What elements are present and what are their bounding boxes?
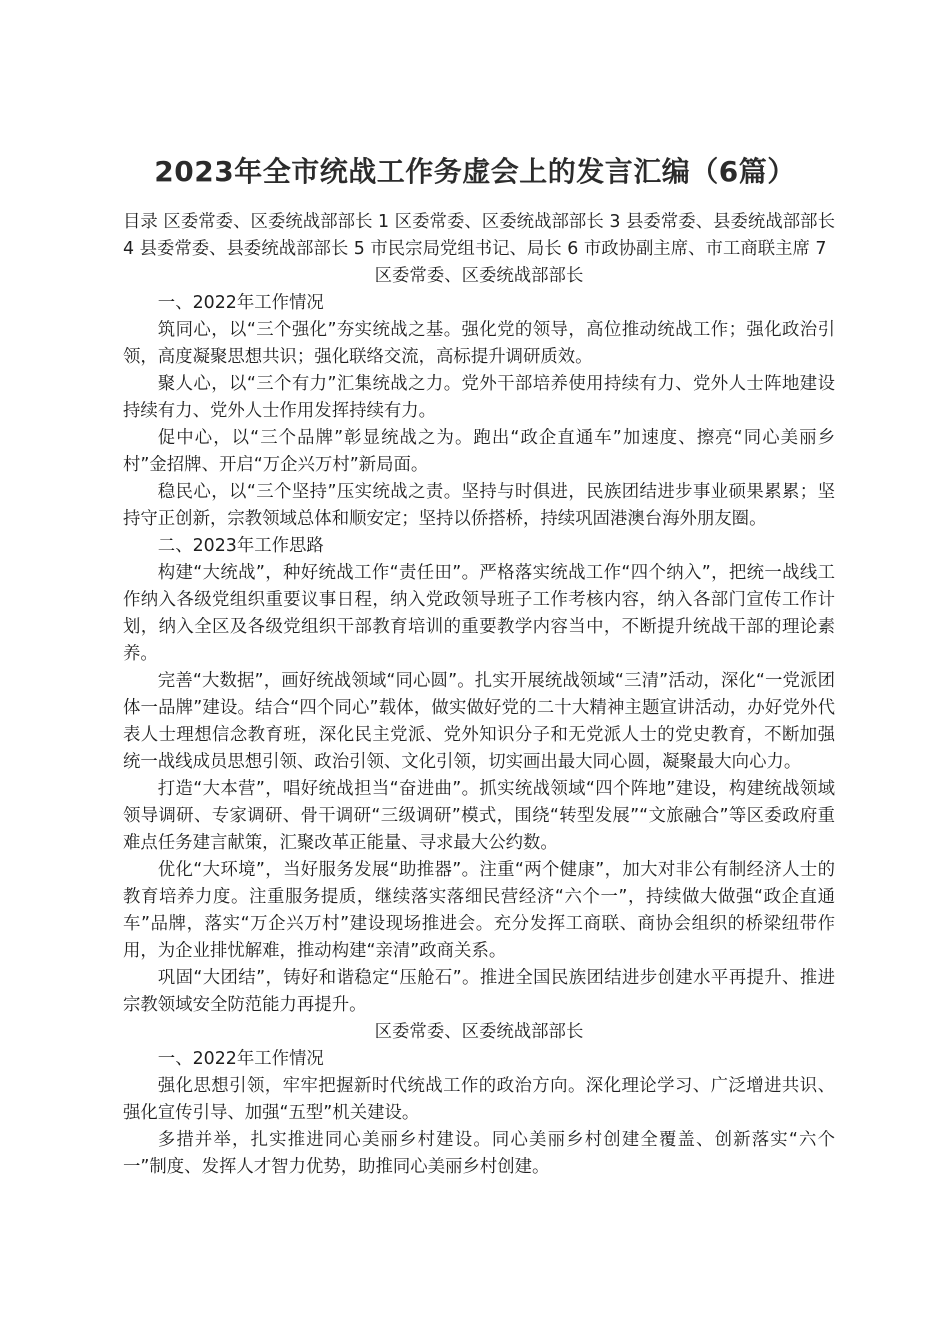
document-body: [123, 209, 835, 1181]
paragraph: 筑同心，以“三个强化”夯实统战之基。强化党的领导，高位推动统战工作；强化政治引领，高度凝聚思想共识；强化联络交流，高标提升调研质效。: [123, 320, 835, 367]
paragraph: 强化思想引领，牢牢把握新时代统战工作的政治方向。深化理论学习、广泛增进共识、强化宣传引导、加强“五型”机关建设。: [123, 1076, 835, 1123]
subsection-heading: 一、2022年工作情况: [157, 1049, 324, 1069]
paragraph: 促中心，以“三个品牌”彰显统战之为。跑出“政企直通车”加速度、擦亮“同心美丽乡村”金招牌、开启“万企兴万村”新局面。: [123, 428, 835, 475]
paragraph: 打造“大本营”，唱好统战担当“奋进曲”。抓实统战领域“四个阵地”建设，构建统战领域领导调研、专家调研、骨干调研“三级调研”模式，围绕“转型发展”“文旅融合”等区委政府重难点任务建言献策，汇聚改革正能量、寻求最大公约数。: [123, 779, 835, 853]
document-title: 2023年全市统战工作务虚会上的发言汇编（6篇）: [154, 155, 796, 188]
section-heading: 区委常委、区委统战部部长: [374, 266, 584, 286]
paragraph: 构建“大统战”，种好统战工作“责任田”。严格落实统战工作“四个纳入”，把统一战线工作纳入各级党组织重要议事日程，纳入党政领导班子工作考核内容，纳入各部门宣传工作计划，纳入全区及各级党组织干部教育培训的重要教学内容当中，不断提升统战干部的理论素养。: [123, 563, 835, 664]
paragraph: 聚人心，以“三个有力”汇集统战之力。党外干部培养使用持续有力、党外人士阵地建设持续有力、党外人士作用发挥持续有力。: [123, 374, 835, 421]
paragraph: 稳民心，以“三个坚持”压实统战之责。坚持与时俱进，民族团结进步事业硕果累累；坚持守正创新，宗教领域总体和顺安定；坚持以侨搭桥，持续巩固港澳台海外朋友圈。: [123, 482, 835, 529]
paragraph: 优化“大环境”，当好服务发展“助推器”。注重“两个健康”，加大对非公有制经济人士的教育培养力度。注重服务提质，继续落实落细民营经济“六个一”，持续做大做强“政企直通车”品牌，落实“万企兴万村”建设现场推进会。充分发挥工商联、商协会组织的桥梁纽带作用，为企业排忧解难，推动构建“亲清”政商关系。: [123, 860, 835, 961]
paragraph: 多措并举，扎实推进同心美丽乡村建设。同心美丽乡村创建全覆盖、创新落实“六个一”制度、发挥人才智力优势，助推同心美丽乡村创建。: [123, 1130, 835, 1177]
paragraph: 巩固“大团结”，铸好和谐稳定“压舱石”。推进全国民族团结进步创建水平再提升、推进宗教领域安全防范能力再提升。: [123, 968, 835, 1015]
section-heading: 区委常委、区委统战部部长: [374, 1022, 584, 1042]
paragraph: 完善“大数据”，画好统战领域“同心圆”。扎实开展统战领域“三清”活动，深化“一党派团体一品牌”建设。结合“四个同心”载体，做实做好党的二十大精神主题宣讲活动，办好党外代表人士理想信念教育班，深化民主党派、党外知识分子和无党派人士的党史教育，不断加强统一战线成员思想引领、政治引领、文化引领，切实画出最大同心圆，凝聚最大向心力。: [123, 671, 835, 772]
subsection-heading: 二、2023年工作思路: [157, 536, 324, 556]
subsection-heading: 一、2022年工作情况: [157, 293, 324, 313]
table-of-contents: 目录 区委常委、区委统战部部长 1 区委常委、区委统战部部长 3 县委常委、县委统战部部长 4 县委常委、县委统战部部长 5 市民宗局党组书记、局长 6 市政协副主席、市工商联主席 7: [123, 212, 835, 259]
